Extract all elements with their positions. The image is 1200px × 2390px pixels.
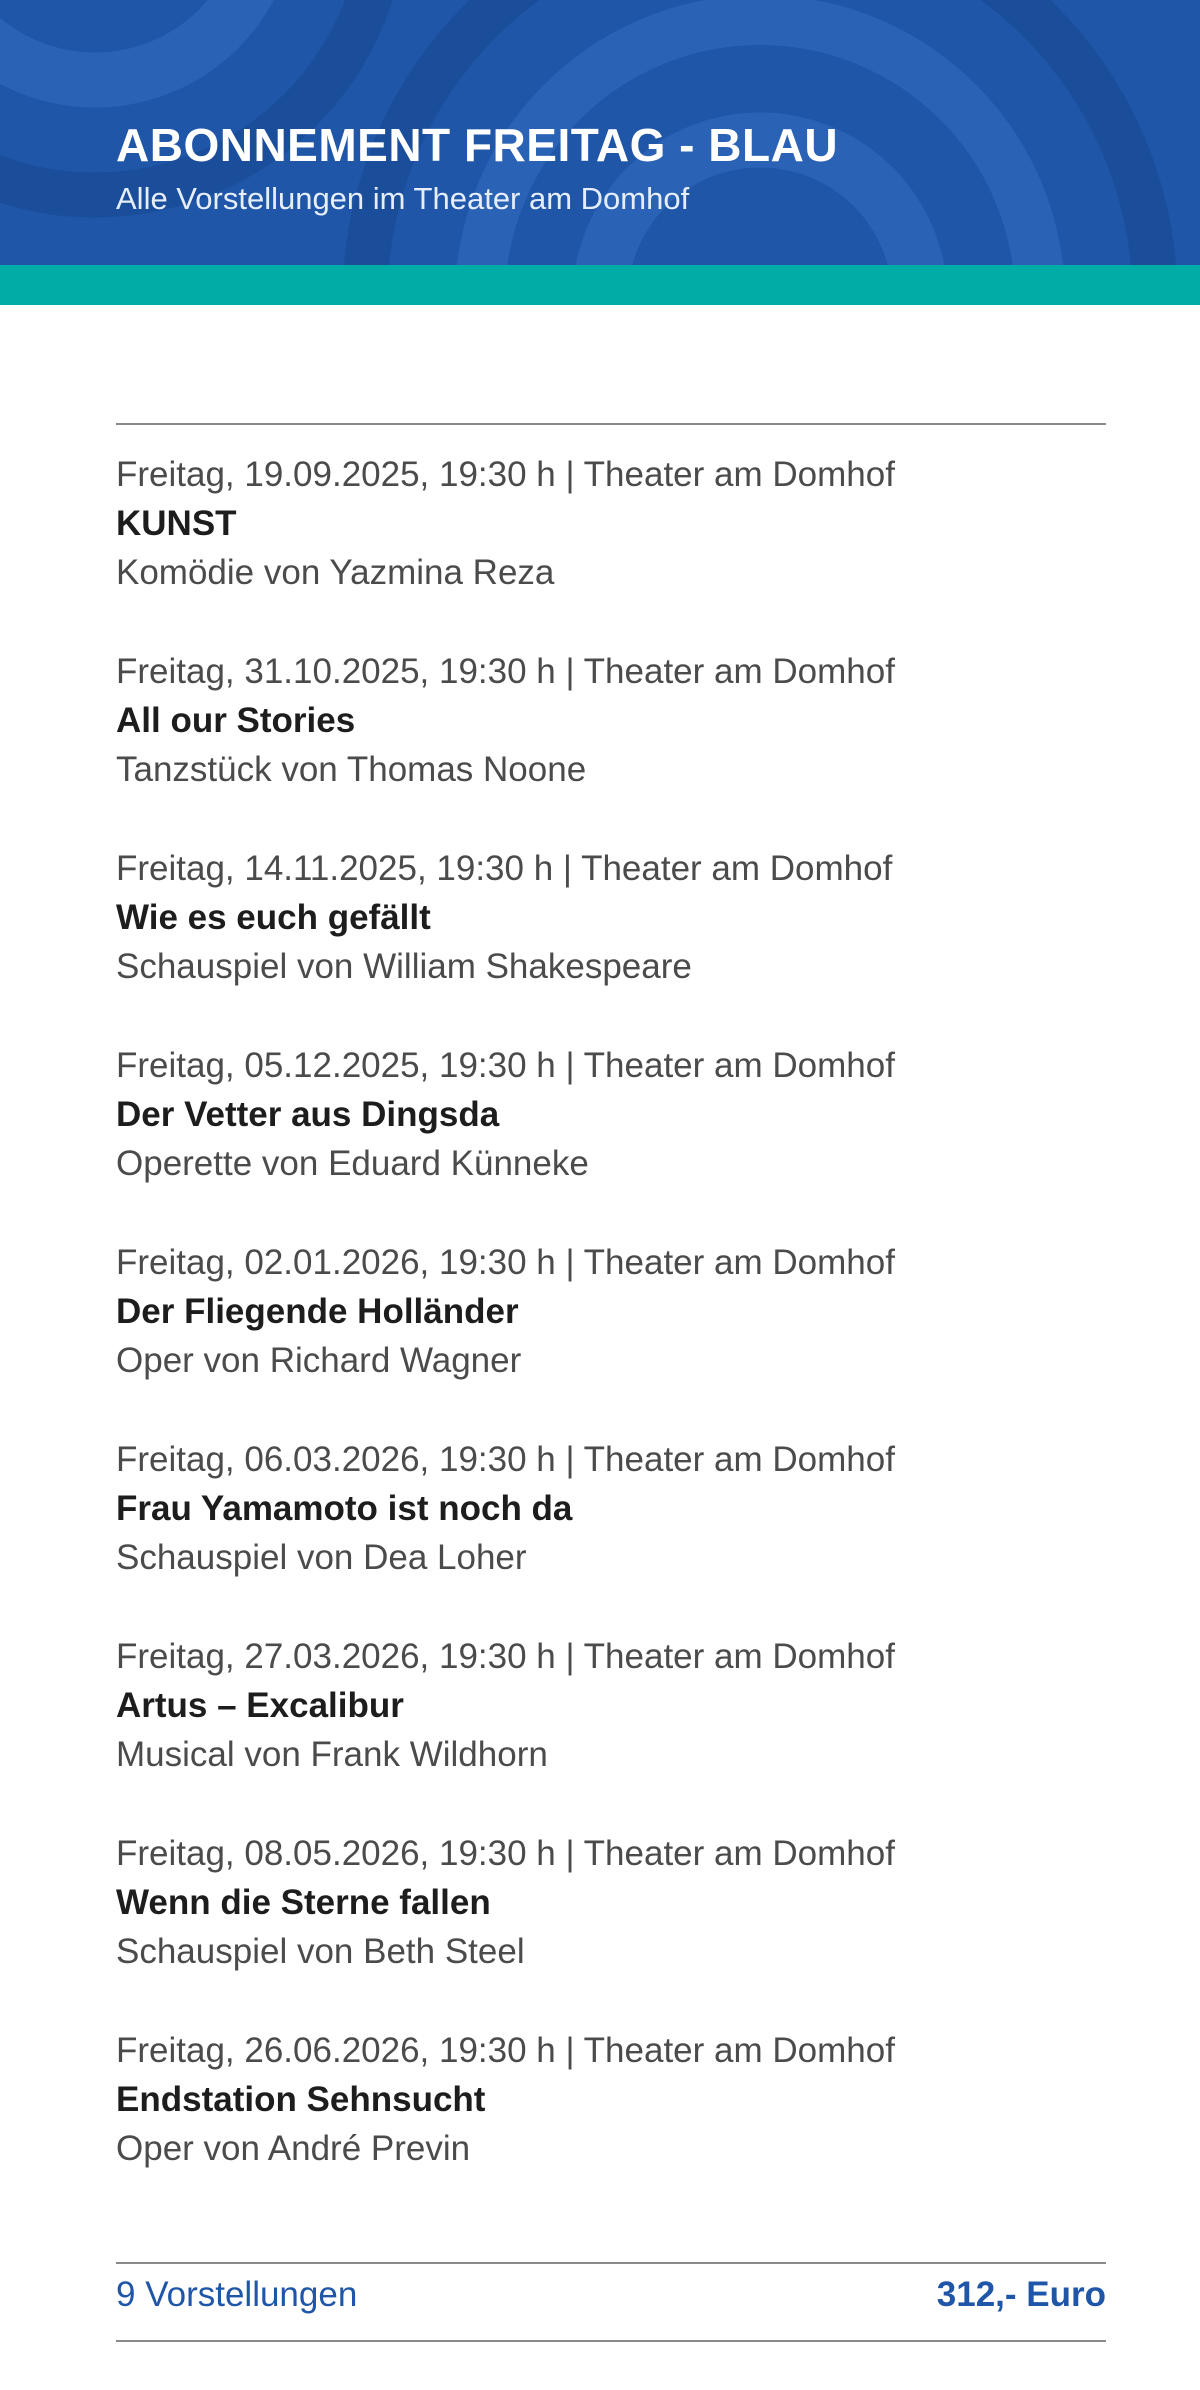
- event-item: [116, 450, 1106, 647]
- event-item: [116, 1238, 1106, 1435]
- page-subtitle: Alle Vorstellungen im Theater am Domhof: [116, 181, 690, 216]
- top-divider: [116, 423, 1106, 425]
- event-title: Wie es euch gefällt: [116, 898, 431, 937]
- event-title: KUNST: [116, 504, 237, 543]
- event-date: Freitag, 06.03.2026, 19:30 h | Theater am Domhof: [116, 1440, 895, 1479]
- event-description: Schauspiel von William Shakespeare: [116, 947, 692, 986]
- page-title: ABONNEMENT FREITAG - BLAU: [116, 119, 839, 171]
- event-title: Wenn die Sterne fallen: [116, 1883, 491, 1922]
- event-date: Freitag, 14.11.2025, 19:30 h | Theater am Domhof: [116, 849, 893, 888]
- event-description: Oper von André Previn: [116, 2129, 471, 2168]
- event-date: Freitag, 02.01.2026, 19:30 h | Theater am Domhof: [116, 1243, 895, 1282]
- event-date: Freitag, 26.06.2026, 19:30 h | Theater am Domhof: [116, 2031, 895, 2070]
- teal-band: [0, 265, 1200, 305]
- event-description: Komödie von Yazmina Reza: [116, 553, 555, 592]
- event-description: Schauspiel von Dea Loher: [116, 1538, 527, 1577]
- footer-bottom-divider: [116, 2340, 1106, 2342]
- event-item: [116, 1829, 1106, 2026]
- event-date: Freitag, 08.05.2026, 19:30 h | Theater am Domhof: [116, 1834, 895, 1873]
- event-date: Freitag, 27.03.2026, 19:30 h | Theater am Domhof: [116, 1637, 895, 1676]
- event-title: Artus – Excalibur: [116, 1686, 404, 1725]
- performance-count: 9 Vorstellungen: [116, 2275, 358, 2314]
- event-date: Freitag, 05.12.2025, 19:30 h | Theater am Domhof: [116, 1046, 895, 1085]
- event-description: Oper von Richard Wagner: [116, 1341, 522, 1380]
- event-date: Freitag, 31.10.2025, 19:30 h | Theater am Domhof: [116, 652, 895, 691]
- event-item: [116, 1632, 1106, 1829]
- event-title: Frau Yamamoto ist noch da: [116, 1489, 573, 1528]
- event-item: [116, 1435, 1106, 1632]
- event-item: [116, 844, 1106, 1041]
- event-description: Musical von Frank Wildhorn: [116, 1735, 548, 1774]
- header-banner: [0, 0, 1200, 265]
- event-title: Der Vetter aus Dingsda: [116, 1095, 500, 1134]
- event-item: [116, 2026, 1106, 2223]
- event-description: Tanzstück von Thomas Noone: [116, 750, 587, 789]
- footer-top-divider: [116, 2262, 1106, 2264]
- event-title: Endstation Sehnsucht: [116, 2080, 486, 2119]
- event-item: [116, 647, 1106, 844]
- event-date: Freitag, 19.09.2025, 19:30 h | Theater am Domhof: [116, 455, 895, 494]
- event-description: Schauspiel von Beth Steel: [116, 1932, 525, 1971]
- event-description: Operette von Eduard Künneke: [116, 1144, 589, 1183]
- event-list: [116, 450, 1106, 2223]
- event-title: All our Stories: [116, 701, 356, 740]
- event-item: [116, 1041, 1106, 1238]
- event-title: Der Fliegende Holländer: [116, 1292, 519, 1331]
- subscription-price: 312,- Euro: [936, 2275, 1106, 2314]
